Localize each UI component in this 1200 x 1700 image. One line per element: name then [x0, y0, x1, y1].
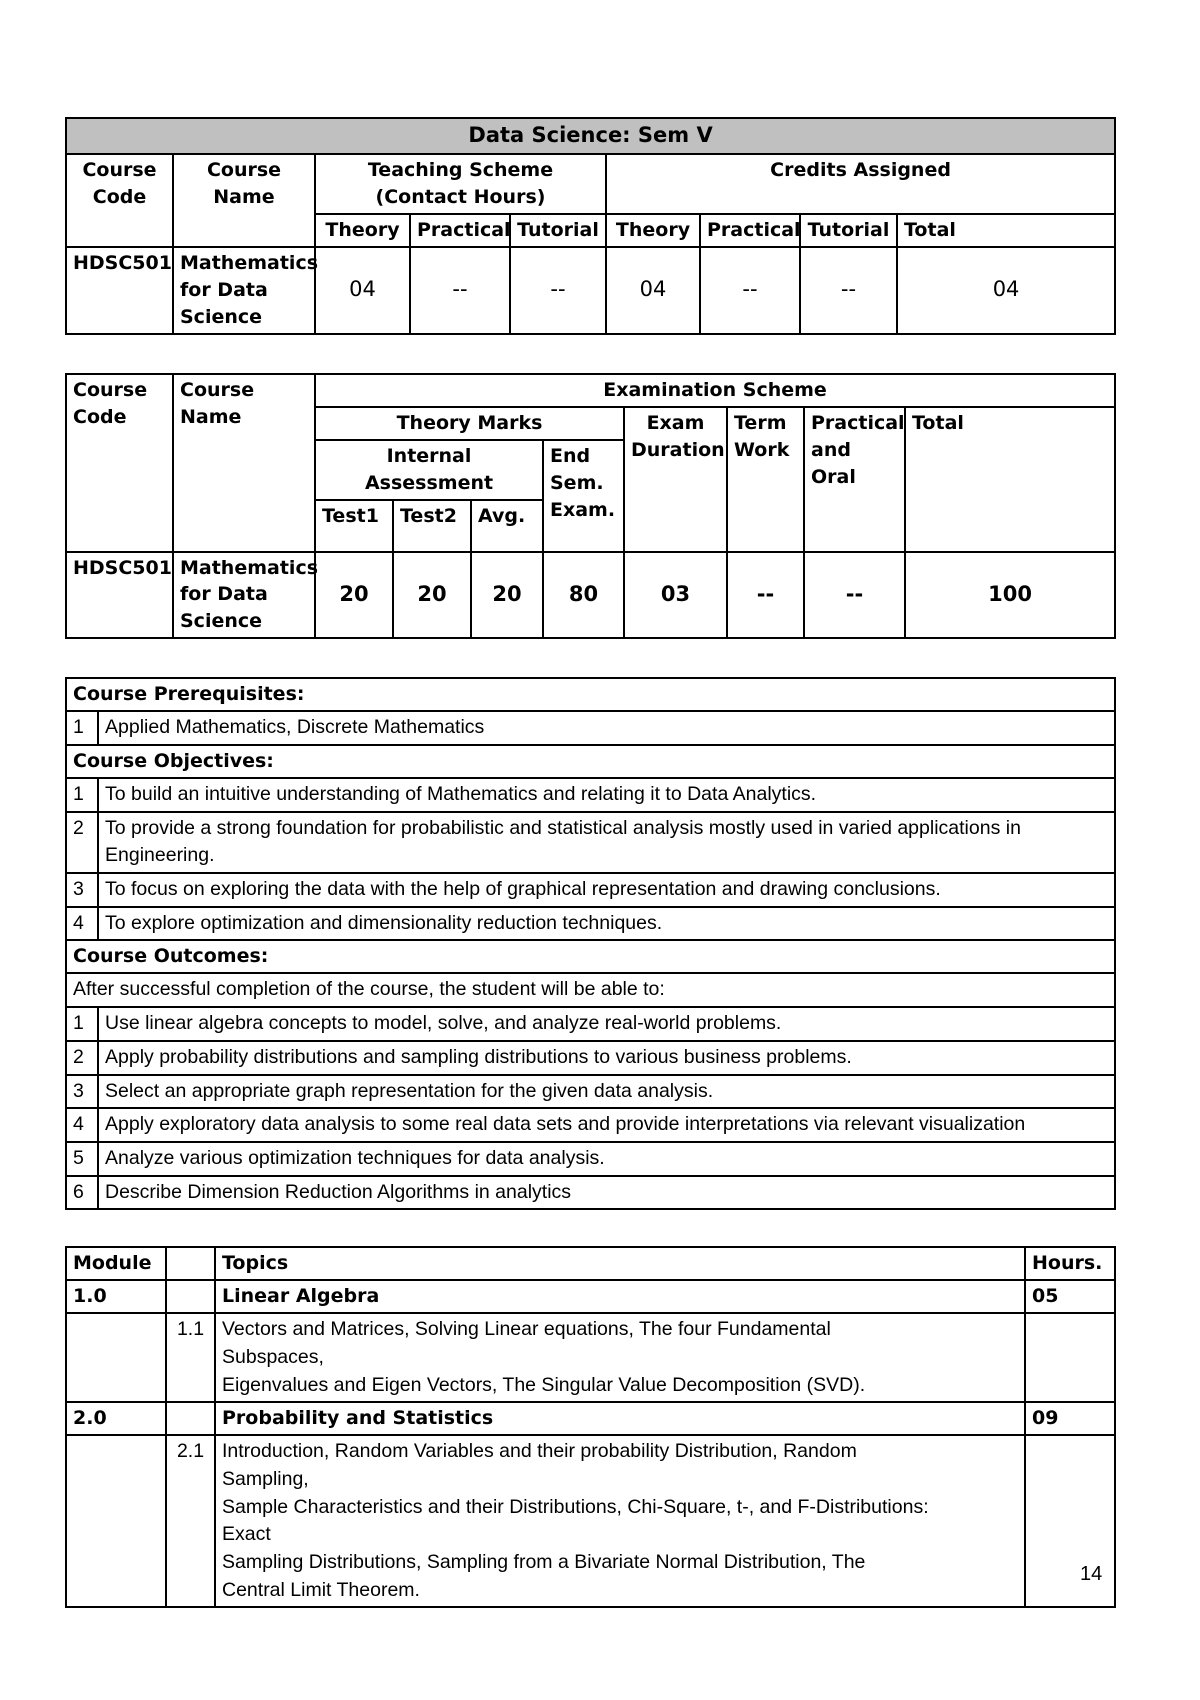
empty-cell: [166, 1402, 215, 1435]
exam-header-avg: Avg.: [471, 500, 543, 552]
objective-text: To focus on exploring the data with the help of graphical representation and drawing conclusions.: [98, 873, 1115, 907]
outcome-number: 5: [66, 1142, 98, 1176]
term-work-value: --: [727, 552, 804, 639]
exam-header-scheme: Examination Scheme: [315, 374, 1115, 407]
outcome-text: Use linear algebra concepts to model, solve, and analyze real-world problems.: [98, 1007, 1115, 1041]
topic-line: Sample Characteristics and their Distributions, Chi-Square, t-, and F-Distributions:: [222, 1495, 929, 1518]
outcomes-intro: After successful completion of the course, the student will be able to:: [66, 973, 1115, 1007]
exam-header-total: Total: [905, 407, 1115, 552]
list-item: [66, 711, 1115, 745]
table-row: [66, 1402, 1115, 1435]
modules-header-module: Module: [66, 1247, 166, 1280]
empty-cell: [166, 1280, 215, 1313]
ca-theory-value: 04: [606, 247, 700, 334]
exam-header-internal: Internal Assessment: [315, 440, 543, 500]
ca-total-value: 04: [897, 247, 1115, 334]
header-teaching-scheme: Teaching Scheme (Contact Hours): [315, 154, 606, 214]
credits-table-title: Data Science: Sem V: [66, 118, 1115, 154]
list-item: [66, 1041, 1115, 1075]
list-item: [66, 778, 1115, 812]
objective-text: To explore optimization and dimensionality reduction techniques.: [98, 907, 1115, 941]
topic-line: Introduction, Random Variables and their probability Distribution, Random: [222, 1440, 857, 1463]
exam-header-theory-marks: Theory Marks: [315, 407, 624, 440]
list-item: [66, 812, 1115, 873]
outcome-text: Analyze various optimization techniques for data analysis.: [98, 1142, 1115, 1176]
objectives-heading: Course Objectives:: [66, 745, 1115, 778]
outcome-text: Apply probability distributions and sampling distributions to various business problems.: [98, 1041, 1115, 1075]
objective-number: 3: [66, 873, 98, 907]
submodule-topics: [215, 1313, 1025, 1402]
topic-line: Eigenvalues and Eigen Vectors, The Singular Value Decomposition (SVD).: [222, 1373, 866, 1396]
module-title: Linear Algebra: [215, 1280, 1025, 1313]
exam-course-code-cell: HDSC501: [66, 552, 173, 639]
table-row: [66, 1313, 1115, 1402]
table-row: [66, 1435, 1115, 1607]
exam-total-value: 100: [905, 552, 1115, 639]
modules-header-topics: Topics: [215, 1247, 1025, 1280]
course-name-cell: Mathematics for Data Science: [173, 247, 315, 334]
list-item: [66, 907, 1115, 941]
exam-table: [65, 373, 1116, 640]
empty-cell: [66, 1435, 166, 1607]
prerequisite-text: Applied Mathematics, Discrete Mathematics: [98, 711, 1115, 745]
module-number: 1.0: [66, 1280, 166, 1313]
ts-practical-value: --: [410, 247, 510, 334]
list-item: [66, 1108, 1115, 1142]
exam-header-practical-oral: Practical and Oral: [804, 407, 905, 552]
module-hours: 09: [1025, 1402, 1115, 1435]
ts-theory-value: 04: [315, 247, 410, 334]
empty-cell: [66, 1313, 166, 1402]
outcome-number: 1: [66, 1007, 98, 1041]
modules-table: [65, 1246, 1116, 1608]
objective-text: To provide a strong foundation for probabilistic and statistical analysis mostly used in varied applications in Engineering.: [98, 812, 1115, 873]
test1-value: 20: [315, 552, 393, 639]
test2-value: 20: [393, 552, 471, 639]
list-item: [66, 1007, 1115, 1041]
exam-header-test1: Test1: [315, 500, 393, 552]
outcome-text: Select an appropriate graph representation for the given data analysis.: [98, 1075, 1115, 1109]
list-item: [66, 873, 1115, 907]
syllabus-page: [65, 117, 1114, 1608]
prerequisites-heading: Course Prerequisites:: [66, 678, 1115, 711]
ca-practical-value: --: [700, 247, 800, 334]
practical-oral-value: --: [804, 552, 905, 639]
topic-line: Exact: [222, 1523, 271, 1546]
submodule-number: 1.1: [166, 1313, 215, 1402]
list-item: [66, 1176, 1115, 1210]
header-ca-total: Total: [897, 214, 1115, 247]
modules-header-hours: Hours.: [1025, 1247, 1115, 1280]
topic-line: Central Limit Theorem.: [222, 1578, 420, 1601]
duration-value: 03: [624, 552, 727, 639]
header-ts-theory: Theory: [315, 214, 410, 247]
module-number: 2.0: [66, 1402, 166, 1435]
topic-line: Sampling,: [222, 1467, 309, 1490]
outcome-text: Apply exploratory data analysis to some real data sets and provide interpretations via relevant visualization: [98, 1108, 1115, 1142]
page-number: 14: [1080, 1563, 1103, 1585]
objective-number: 2: [66, 812, 98, 873]
header-ca-theory: Theory: [606, 214, 700, 247]
header-ts-practical: Practical: [410, 214, 510, 247]
header-ca-practical: Practical: [700, 214, 800, 247]
header-ts-tutorial: Tutorial: [510, 214, 606, 247]
list-item: [66, 1142, 1115, 1176]
exam-header-test2: Test2: [393, 500, 471, 552]
outcome-number: 4: [66, 1108, 98, 1142]
header-course-code: Course Code: [66, 154, 173, 247]
avg-value: 20: [471, 552, 543, 639]
end-sem-value: 80: [543, 552, 624, 639]
outcome-text: Describe Dimension Reduction Algorithms in analytics: [98, 1176, 1115, 1210]
ts-tutorial-value: --: [510, 247, 606, 334]
modules-header-blank: [166, 1247, 215, 1280]
outcome-number: 6: [66, 1176, 98, 1210]
exam-header-term-work: Term Work: [727, 407, 804, 552]
module-hours: 05: [1025, 1280, 1115, 1313]
list-item: [66, 1075, 1115, 1109]
submodule-number: 2.1: [166, 1435, 215, 1607]
outcomes-heading: Course Outcomes:: [66, 940, 1115, 973]
submodule-topics: [215, 1435, 1025, 1607]
objective-text: To build an intuitive understanding of Mathematics and relating it to Data Analytics.: [98, 778, 1115, 812]
exam-header-end-sem: End Sem. Exam.: [543, 440, 624, 552]
course-info-table: [65, 677, 1116, 1210]
exam-header-duration: Exam Duration: [624, 407, 727, 552]
header-ca-tutorial: Tutorial: [800, 214, 897, 247]
objective-number: 4: [66, 907, 98, 941]
header-course-name: Course Name: [173, 154, 315, 247]
exam-course-name-cell: Mathematics for Data Science: [173, 552, 315, 639]
topic-line: Subspaces,: [222, 1345, 324, 1368]
topic-line: Sampling Distributions, Sampling from a Bivariate Normal Distribution, The: [222, 1550, 866, 1573]
outcome-number: 2: [66, 1041, 98, 1075]
exam-header-course-name: Course Name: [173, 374, 315, 552]
table-row: [66, 1280, 1115, 1313]
empty-cell: [1025, 1313, 1115, 1402]
objective-number: 1: [66, 778, 98, 812]
outcome-number: 3: [66, 1075, 98, 1109]
header-credits-assigned: Credits Assigned: [606, 154, 1115, 214]
exam-header-course-code: Course Code: [66, 374, 173, 552]
prerequisite-number: 1: [66, 711, 98, 745]
ca-tutorial-value: --: [800, 247, 897, 334]
topic-line: Vectors and Matrices, Solving Linear equations, The four Fundamental: [222, 1318, 831, 1341]
credits-table: [65, 117, 1116, 335]
module-title: Probability and Statistics: [215, 1402, 1025, 1435]
course-code-cell: HDSC501: [66, 247, 173, 334]
